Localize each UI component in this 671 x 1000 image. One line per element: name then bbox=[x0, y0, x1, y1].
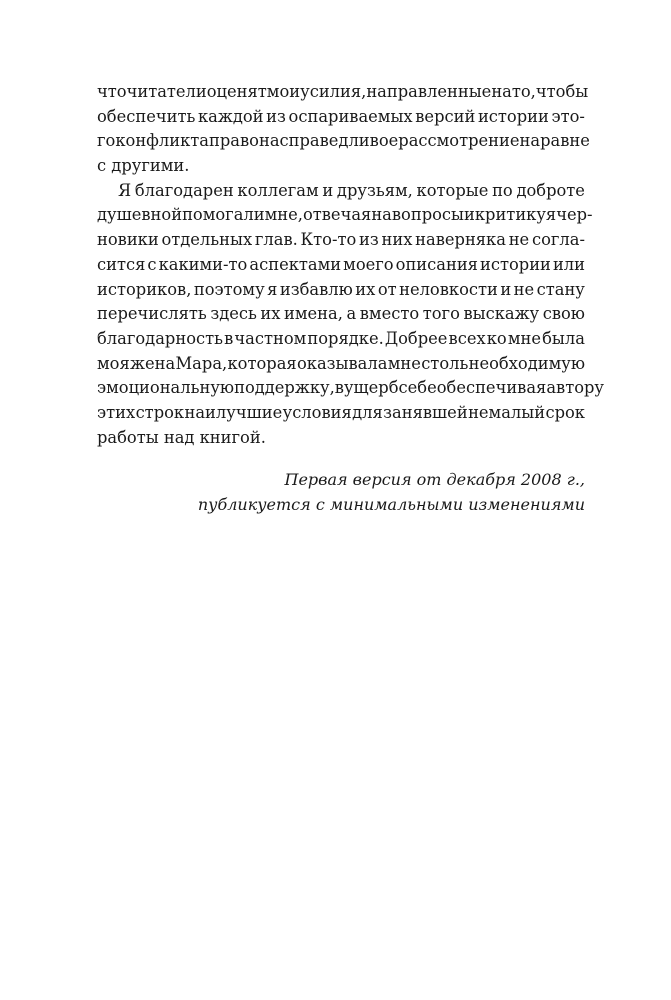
word: условия bbox=[282, 402, 352, 422]
word: усилия, bbox=[300, 82, 367, 101]
word: немалый bbox=[468, 402, 546, 422]
word: не bbox=[508, 230, 530, 250]
word: частном bbox=[234, 328, 307, 348]
text-line bbox=[97, 203, 593, 228]
paragraph-1 bbox=[97, 80, 590, 179]
word: поддержку, bbox=[234, 378, 335, 398]
word: новики bbox=[97, 230, 159, 250]
word: срок bbox=[545, 402, 585, 422]
word: здесь bbox=[210, 304, 257, 324]
word: я bbox=[267, 279, 278, 299]
word: порядке. bbox=[307, 328, 384, 348]
word: от bbox=[377, 279, 397, 299]
word: коллегам bbox=[237, 180, 319, 200]
text-line bbox=[97, 352, 585, 377]
text-line bbox=[97, 302, 585, 327]
word: неловкости bbox=[399, 279, 498, 299]
word: моя bbox=[97, 353, 130, 373]
word: необходимую bbox=[468, 353, 585, 373]
word: автору bbox=[546, 378, 605, 398]
word: была bbox=[542, 328, 585, 348]
word: всех bbox=[448, 328, 486, 348]
word: Мара, bbox=[175, 353, 228, 373]
word: занявшей bbox=[383, 402, 468, 422]
word: этих bbox=[97, 402, 136, 422]
word: в bbox=[224, 328, 234, 348]
word: благодарность bbox=[97, 328, 223, 348]
word: на bbox=[371, 205, 392, 225]
word: вместо bbox=[359, 304, 420, 324]
word: эмоциональную bbox=[97, 378, 235, 398]
word: критикуя bbox=[474, 205, 557, 225]
word: ущерб bbox=[343, 378, 399, 398]
word: каждой bbox=[197, 106, 264, 126]
word: а bbox=[346, 304, 357, 324]
word: моего bbox=[343, 254, 394, 274]
word: их bbox=[260, 304, 281, 324]
word: имена, bbox=[284, 304, 343, 324]
word: Добрее bbox=[384, 328, 448, 348]
word: помогали bbox=[182, 205, 265, 225]
text-line bbox=[97, 253, 585, 278]
text-line bbox=[97, 129, 590, 154]
word: выскажу bbox=[463, 304, 540, 324]
word: то, bbox=[511, 82, 536, 101]
page-body bbox=[97, 80, 605, 518]
word: столь bbox=[421, 353, 469, 373]
text-line: с другими. bbox=[97, 156, 190, 176]
word: наилучшие bbox=[184, 402, 283, 422]
word: и bbox=[464, 205, 475, 225]
word: которые bbox=[416, 180, 489, 200]
text-line: работы над книгой. bbox=[97, 427, 266, 447]
text-line bbox=[97, 228, 585, 253]
word: историков, bbox=[97, 279, 192, 299]
word: истории bbox=[477, 106, 549, 126]
word: оказывала bbox=[296, 353, 388, 373]
word: обеспечивая bbox=[436, 378, 547, 398]
signature-line-1: Первая версия от декабря 2008 г., bbox=[284, 470, 585, 490]
word: свою bbox=[542, 304, 585, 324]
word: стану bbox=[536, 279, 585, 299]
word: аспектами bbox=[249, 254, 342, 274]
word: поэтому bbox=[193, 279, 265, 299]
signature-line-2: публикуется с минимальными изменениями bbox=[197, 495, 585, 514]
word: мне, bbox=[264, 205, 303, 225]
word: или bbox=[552, 254, 585, 274]
word: ко bbox=[486, 328, 507, 348]
text-line bbox=[97, 327, 585, 352]
word: описания bbox=[395, 254, 478, 274]
word: жена bbox=[130, 353, 176, 373]
word: них bbox=[381, 230, 413, 250]
word: истории bbox=[480, 254, 551, 274]
word: глав. bbox=[254, 230, 298, 250]
word: оценят bbox=[206, 82, 267, 101]
word: доброте bbox=[516, 180, 585, 200]
word: для bbox=[352, 402, 383, 422]
text-line bbox=[97, 401, 585, 426]
word: конфликта bbox=[115, 131, 210, 151]
word: вопросы bbox=[391, 205, 464, 225]
word: мои bbox=[266, 82, 301, 101]
word: согла- bbox=[531, 230, 585, 250]
word: душевной bbox=[97, 205, 183, 225]
word: из bbox=[266, 106, 286, 126]
word: какими-то bbox=[158, 254, 248, 274]
text-line bbox=[97, 80, 589, 105]
word: перечислять bbox=[97, 304, 207, 324]
word: мне bbox=[387, 353, 421, 373]
word: версий bbox=[415, 106, 476, 126]
word: Я bbox=[118, 180, 132, 200]
paragraph-2 bbox=[97, 179, 605, 451]
text-line bbox=[97, 278, 585, 303]
word: наравне bbox=[519, 131, 590, 151]
signature-block bbox=[97, 468, 585, 517]
word: читатели bbox=[126, 82, 207, 101]
word: Кто-то bbox=[300, 230, 357, 250]
word: направленные bbox=[366, 82, 492, 101]
word: справедливое bbox=[279, 131, 399, 151]
text-line bbox=[97, 105, 585, 130]
text-line bbox=[97, 376, 605, 401]
word: в bbox=[334, 378, 344, 398]
word: на bbox=[258, 131, 280, 151]
word: не bbox=[513, 279, 535, 299]
word: обеспечить bbox=[97, 106, 196, 126]
word: их bbox=[355, 279, 376, 299]
word: того bbox=[422, 304, 460, 324]
word: сится bbox=[97, 254, 146, 274]
word: себе bbox=[398, 378, 437, 398]
word: из bbox=[359, 230, 379, 250]
word: наверняка bbox=[415, 230, 506, 250]
word: друзьям, bbox=[336, 180, 413, 200]
word: отвечая bbox=[302, 205, 372, 225]
word: на bbox=[491, 82, 512, 101]
word: и bbox=[322, 180, 334, 200]
word: избавлю bbox=[279, 279, 353, 299]
text-line bbox=[97, 179, 585, 204]
word: что bbox=[97, 82, 127, 101]
word: чтобы bbox=[535, 82, 589, 101]
word: с bbox=[147, 254, 157, 274]
word: отдельных bbox=[161, 230, 253, 250]
word: которая bbox=[227, 353, 297, 373]
word: мне bbox=[507, 328, 541, 348]
word: го bbox=[97, 131, 116, 151]
word: строк bbox=[135, 402, 185, 422]
word: рассмотрение bbox=[398, 131, 520, 151]
word: благодарен bbox=[134, 180, 234, 200]
word: по bbox=[492, 180, 513, 200]
word: и bbox=[500, 279, 512, 299]
word: право bbox=[209, 131, 259, 151]
word: оспариваемых bbox=[288, 106, 413, 126]
word: это- bbox=[551, 106, 585, 126]
word: чер- bbox=[556, 205, 593, 225]
